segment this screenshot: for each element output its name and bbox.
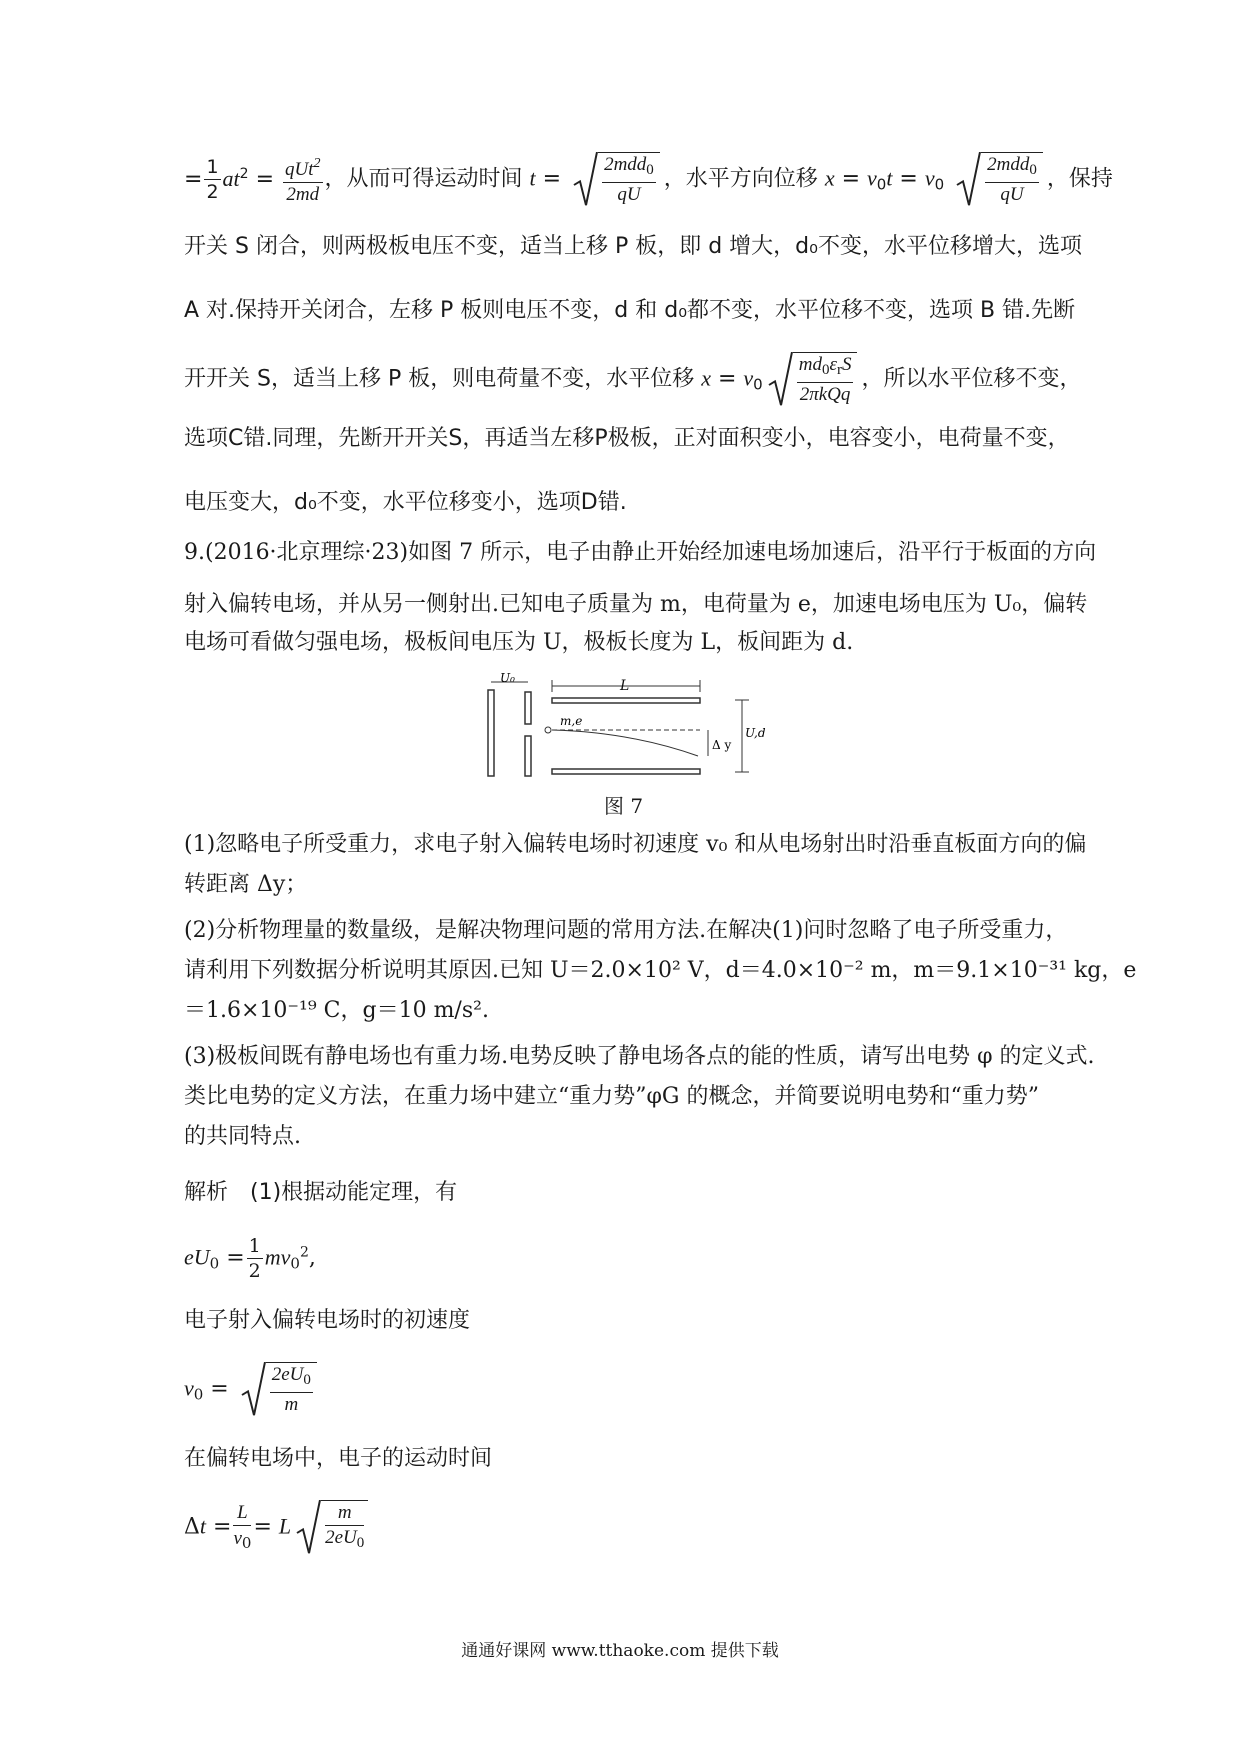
figure-7-diagram: [480, 672, 780, 782]
problem-line-2: 射入偏转电场，并从另一侧射出.已知电子质量为 m，电荷量为 e，加速电场电压为 U₀，偏转: [184, 592, 1088, 617]
label-me: m,e: [560, 714, 583, 728]
solution-line-4: 开开关 S，适当上移 P 板，则电荷量不变，水平位移 $x = v_0$ $\frac{md_0\varepsilon_rS}{\text{2πkQq}}$ ，所以水平位移不变，: [184, 354, 1082, 405]
sqrt-displacement: $\frac{2mdd_0}{qU}$: [955, 152, 1043, 207]
page-footer: 通通好课网 www.tthaoke.com 提供下载: [461, 1641, 779, 1661]
solution-line-time: 在偏转电场中，电子的运动时间: [184, 1446, 493, 1471]
question-1-line-b: 转距离 Δy；: [184, 872, 308, 897]
label-ud: U,d: [745, 726, 766, 740]
question-2-line-a: (2)分析物理量的数量级，是解决物理问题的常用方法.在解决(1)问时忽略了电子所受重力，: [184, 918, 1068, 943]
formula-energy: $eU_0$ = $\frac{1}{2}$ $mv_0^2$,: [184, 1235, 316, 1282]
question-3-line-b: 类比电势的定义方法，在重力场中建立“重力势”φG 的概念，并简要说明电势和“重力势”: [184, 1084, 1039, 1109]
question-2-line-c: ＝1.6×10⁻¹⁹ C，g＝10 m/s².: [184, 998, 489, 1023]
problem-line-3: 电场可看做匀强电场，极板间电压为 U，极板长度为 L，板间距为 d.: [184, 630, 854, 655]
solution-line-velocity: 电子射入偏转电场时的初速度: [184, 1308, 471, 1333]
solution-line-3: A 对.保持开关闭合，左移 P 板则电压不变，d 和 d₀都不变，水平位移不变，选项 B 错.先断: [184, 298, 1076, 323]
question-3-line-a: (3)极板间既有静电场也有重力场.电势反映了静电场各点的能的性质，请写出电势 φ 的定义式.: [184, 1044, 1095, 1069]
label-L: L: [620, 678, 630, 694]
question-3-line-c: 的共同特点.: [184, 1124, 301, 1149]
formula-time: Δt = $\frac{L}{v_0}$ = L $\frac{m}{2eU_0}$: [184, 1500, 372, 1555]
solution-line-6: 电压变大，d₀不变，水平位移变小，选项D错.: [184, 490, 627, 515]
problem-line-1: 9.(2016·北京理综·23)如图 7 所示，电子由静止开始经加速电场加速后，沿平行于板面的方向: [184, 540, 1097, 565]
formula-y: = $\frac{1}{2}$ $at^2$ = $\frac{qUt^2}{2md}$: [184, 167, 325, 192]
question-1-line-a: (1)忽略电子所受重力，求电子射入偏转电场时初速度 v₀ 和从电场射出时沿垂直板面方向的偏: [184, 832, 1087, 857]
solution-line-5: 选项C错.同理，先断开开关S，再适当左移P极板，正对面积变小，电容变小，电荷量不变，: [184, 426, 1070, 451]
sqrt-charge: $\frac{md_0\varepsilon_rS}{\text{2πkQq}}$: [767, 352, 858, 407]
solution-heading: 解析 (1)根据动能定理，有: [184, 1180, 458, 1205]
formula-velocity: $v_0$ = $\frac{2eU_0}{m}$: [184, 1362, 321, 1417]
figure-caption: 图 7: [604, 794, 644, 818]
label-u0: U₀: [500, 672, 515, 685]
label-dy: Δ y: [712, 738, 732, 752]
solution-line-2: 开关 S 闭合，则两极板电压不变，适当上移 P 板，即 d 增大，d₀不变，水平位移增大，选项: [184, 234, 1082, 259]
question-2-line-b: 请利用下列数据分析说明其原因.已知 U＝2.0×10² V，d＝4.0×10⁻² m，m＝9.1×10⁻³¹ kg，e: [184, 958, 1137, 983]
solution-line-1: = $\frac{1}{2}$ $at^2$ = $\frac{qUt^2}{2md}$ ，从而可得运动时间 t = $\frac{2mdd_0}{qU}$ ，水平方向位移 $x = v_0t = v_0$ $\frac{2mdd_0}{qU}$ ，保持: [184, 154, 1113, 205]
sqrt-time: $\frac{2mdd_0}{qU}$: [572, 152, 660, 207]
